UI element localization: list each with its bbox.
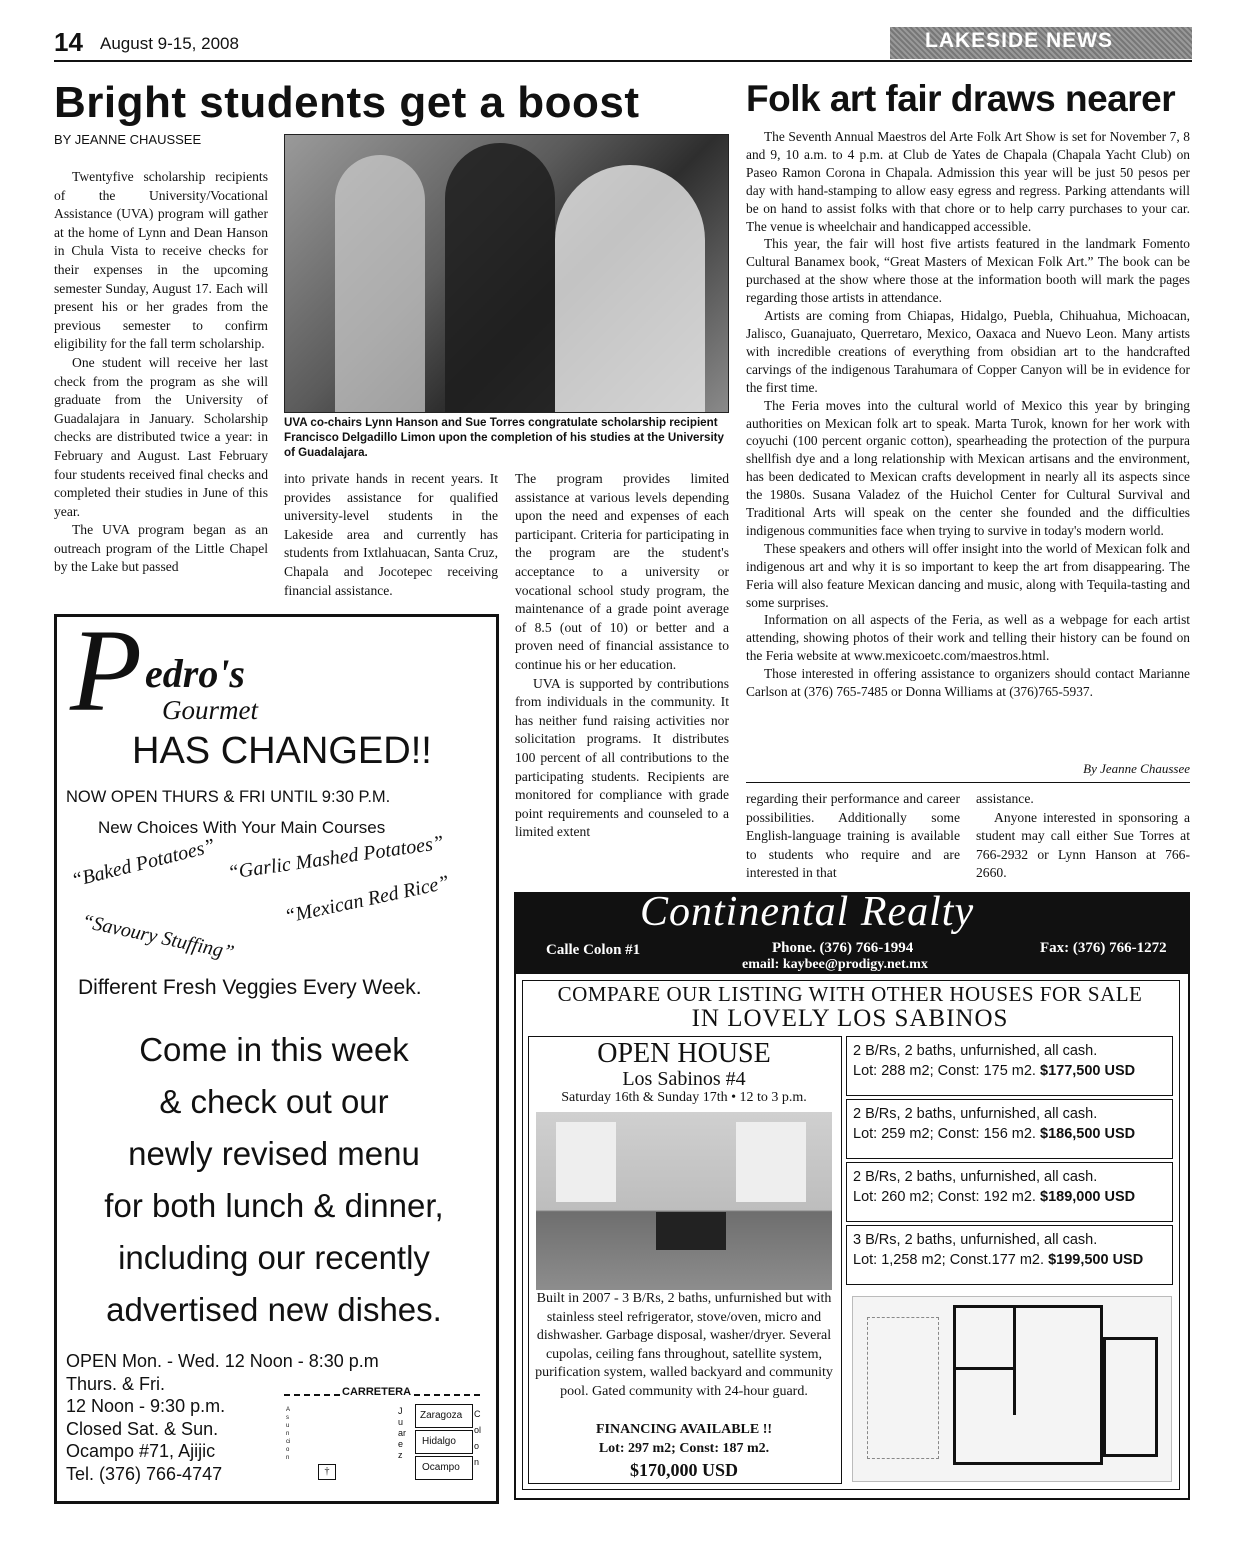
plan-wall bbox=[1103, 1337, 1158, 1457]
schedule-line: Closed Sat. & Sun. bbox=[66, 1418, 219, 1439]
realty-fax: Fax: (376) 766-1272 bbox=[1040, 940, 1167, 956]
paragraph: This year, the fair will host five artists featured in the landmark Fomento Cultural Banamex book, “Great Masters of Mexican Folk Art.” The book can be purchased at the show where those at the information booth will mark the pages regarding those artists in attendance. bbox=[746, 236, 1190, 306]
pedros-hours-line: NOW OPEN THURS & FRI UNTIL 9:30 P.M. bbox=[66, 788, 391, 806]
listing-line2 bbox=[853, 1124, 1172, 1144]
listing-line2 bbox=[853, 1250, 1172, 1270]
article1-headline: Bright students get a boost bbox=[54, 78, 640, 127]
map-block bbox=[415, 1456, 473, 1480]
pedros-name: edro's bbox=[145, 651, 245, 696]
map-juarez: Juarez bbox=[398, 1406, 407, 1460]
paragraph: The program provides limited assistance at various levels depending upon the need and expenses of each participant. Criteria for participating in the program are the student's acceptance to a university or vocational school study program, the maintenance of a grade point average of 8.5 (out of 10) or better and a proven need of financial assistance to continue his or her education. bbox=[515, 471, 729, 672]
paragraph: The Feria moves into the cultural world of Mexico this year by bringing authorities on Mexican folk art to speak. Marta Turok, known for her work with coyuchi (100 percent organic cotton), spearheading the protection of the purpura shellfish dye and a long relationship with Mexican artisans and the environment, has been dedicated to Mexican crafts development in nearly all its aspects since the 1980s. Susana Valadez of the Huichol Center for Cultural Survival and Traditional Arts will speak on the center she founded and the difficulties indigenous communities face when trying to survive in today's modern world. bbox=[746, 397, 1190, 538]
realty-phone: Phone. (376) 766-1994 bbox=[772, 940, 914, 956]
schedule-line: 12 Noon - 9:30 p.m. bbox=[66, 1396, 226, 1416]
pedros-choices: New Choices With Your Main Courses bbox=[98, 818, 386, 837]
menu-item: “Savoury Stuffing” bbox=[79, 910, 237, 965]
map-road-label: CARRETERA bbox=[342, 1386, 412, 1398]
compare-line2: IN LOVELY LOS SABINOS bbox=[691, 1005, 1009, 1032]
paragraph: Artists are coming from Chiapas, Hidalgo, Puebla, Chihuahua, Michoacan, Jalisco, Guanajuato, Querretaro, Mexico, Oaxaca and Nuevo Leon. Many artists with incredible creations of everything from obsidian art to the handcrafted carvings of the indigenous Tarahumara of Copper Canyon will be in evidence for the first time. bbox=[746, 308, 1190, 395]
listing-line1: 2 B/Rs, 2 baths, unfurnished, all cash. bbox=[853, 1169, 1098, 1185]
issue-date: August 9-15, 2008 bbox=[100, 34, 239, 53]
pedros-gourmet: Gourmet bbox=[162, 695, 258, 725]
house-photo bbox=[536, 1112, 832, 1290]
listing-item bbox=[846, 1162, 1173, 1222]
listing-item bbox=[846, 1036, 1173, 1096]
map-street: Ocampo bbox=[422, 1462, 460, 1473]
scholarship-photo bbox=[284, 134, 729, 413]
realty-address: Calle Colon #1 bbox=[546, 942, 641, 958]
page-number: 14 bbox=[54, 27, 83, 57]
listing-lot: Lot: 1,258 m2; Const.177 m2. bbox=[853, 1252, 1045, 1268]
listing-lot: Lot: 259 m2; Const: 156 m2. bbox=[853, 1126, 1036, 1142]
promo-line: newly revised menu bbox=[128, 1135, 420, 1172]
article2-body bbox=[746, 128, 1190, 701]
paragraph: into private hands in recent years. It provides assistance for qualified university-level students in the Lakeside area and currently has students from Ixtlahuacan, Santa Cruz, Chapala and Jocotepec receiving financial assistance. bbox=[284, 471, 498, 598]
listing-line1: 3 B/Rs, 2 baths, unfurnished, all cash. bbox=[853, 1232, 1098, 1248]
listing-item bbox=[846, 1225, 1173, 1285]
compare-line1: COMPARE OUR LISTING WITH OTHER HOUSES FOR SALE bbox=[557, 982, 1143, 1006]
menu-item: “Garlic Mashed Potatoes” bbox=[226, 831, 446, 884]
paragraph: These speakers and others will offer insight into the world of Mexican folk and indigenous art and why it is so important to keep the art from disappearing. The Feria will also feature Mexican dancing and music, along with Tequila-tasting and some surprises. bbox=[746, 540, 1190, 610]
floor-plan bbox=[852, 1296, 1172, 1482]
article1-col2 bbox=[284, 470, 498, 600]
promo-line: Come in this week bbox=[139, 1031, 409, 1068]
article1-col1 bbox=[54, 168, 268, 577]
plan-wall bbox=[1013, 1305, 1016, 1415]
article2-rule bbox=[746, 782, 1190, 783]
listing-line2 bbox=[853, 1061, 1172, 1081]
pedros-promo bbox=[60, 1024, 488, 1336]
plan-parking bbox=[867, 1317, 939, 1459]
article1-col5 bbox=[976, 790, 1190, 883]
promo-line: including our recently bbox=[118, 1239, 430, 1276]
listing-line1: 2 B/Rs, 2 baths, unfurnished, all cash. bbox=[853, 1043, 1098, 1059]
window-shape bbox=[736, 1122, 806, 1202]
house-description: Built in 2007 - 3 B/Rs, 2 baths, unfurnished but with stainless steel refrigerator, stove/oven, micro and dishwasher. Garbage disposal, washer/dryer. Several cupolas, ceiling fans throughout, satellite system, purification system, walled backyard and community pool. Gated community with 24-hour guard. bbox=[535, 1291, 833, 1399]
listing-price: $189,000 USD bbox=[1040, 1189, 1136, 1205]
promo-line: & check out our bbox=[159, 1083, 389, 1120]
listing-lot: Lot: 288 m2; Const: 175 m2. bbox=[853, 1063, 1036, 1079]
paragraph: Twentyfive scholarship recipients of the University/Vocational Assistance (UVA) program will gather at the home of Lynn and Dean Hanson in Chula Vista to receive checks for their expenses in the upcoming semester Sunday, August 17. Each will present his or her grades from the previous semester to confirm eligibility for the fall term scholarship. bbox=[54, 169, 268, 352]
map-street: Hidalgo bbox=[422, 1436, 456, 1447]
house-price: $170,000 USD bbox=[629, 1460, 738, 1480]
financing: FINANCING AVAILABLE !! bbox=[595, 1422, 773, 1437]
map-street: Zaragoza bbox=[420, 1410, 463, 1421]
pedros-veggies: Different Fresh Veggies Every Week. bbox=[78, 976, 422, 999]
photo-figure bbox=[445, 143, 555, 412]
plan-wall bbox=[953, 1367, 1013, 1370]
article1-col4 bbox=[746, 790, 960, 883]
schedule-line: Thurs. & Fri. bbox=[66, 1373, 166, 1394]
sofa-shape bbox=[656, 1212, 726, 1250]
listing-price: $199,500 USD bbox=[1048, 1252, 1144, 1268]
photo-caption: UVA co-chairs Lynn Hanson and Sue Torres congratulate scholarship recipient Francisco Delgadillo Limon upon the completion of his studies at the University of Guadalajara. bbox=[284, 416, 724, 459]
article2-headline: Folk art fair draws nearer bbox=[746, 78, 1176, 119]
promo-line: advertised new dishes. bbox=[106, 1291, 442, 1328]
pedros-changed: HAS CHANGED!! bbox=[132, 730, 432, 772]
article1-col3 bbox=[515, 470, 729, 842]
listing-price: $186,500 USD bbox=[1040, 1126, 1136, 1142]
map-block bbox=[415, 1404, 473, 1428]
paragraph: regarding their performance and career possibilities. Additionally some English-language training is available to students who require and are interested in that bbox=[746, 791, 960, 881]
listing-price: $177,500 USD bbox=[1040, 1063, 1136, 1079]
paragraph: Those interested in offering assistance to organizers should contact Marianne Carlson at (376) 765-7485 or Donna Williams at (376)765-5937. bbox=[746, 666, 1190, 700]
listing-line1: 2 B/Rs, 2 baths, unfurnished, all cash. bbox=[853, 1106, 1098, 1122]
section-title: LAKESIDE NEWS bbox=[925, 29, 1114, 52]
schedule-line: Tel. (376) 766-4747 bbox=[66, 1463, 223, 1484]
schedule-line: Ocampo #71, Ajijic bbox=[66, 1441, 216, 1461]
paragraph: The UVA program began as an outreach program of the Little Chapel by the Lake but passed bbox=[54, 522, 268, 575]
open-house-title: OPEN HOUSE bbox=[597, 1038, 771, 1069]
paragraph: assistance. bbox=[976, 791, 1034, 806]
open-house-when: Saturday 16th & Sunday 17th • 12 to 3 p.m. bbox=[561, 1090, 807, 1105]
menu-item: “Mexican Red Rice” bbox=[282, 871, 452, 928]
schedule-line: OPEN Mon. - Wed. 12 Noon - 8:30 p.m bbox=[66, 1351, 379, 1371]
map-colon: Colon bbox=[474, 1409, 482, 1467]
photo-figure bbox=[335, 155, 425, 412]
paragraph: UVA is supported by contributions from individuals in the community. It has neither fund raising activities nor solicitation programs. It distributes 100 percent of all contributions to the participating students. Recipients are monitored for compliance with grade point requirements and counseled to a limited extent bbox=[515, 675, 729, 840]
paragraph: Information on all aspects of the Feria, as well as a webpage for each artist attending, showing photos of their work and telling their history can be found on the Feria website at www.mexicoetc.com/maestros.html. bbox=[746, 612, 1190, 664]
listing-lot: Lot: 260 m2; Const: 192 m2. bbox=[853, 1189, 1036, 1205]
paragraph: Anyone interested in sponsoring a student may call either Sue Torres at 766-2932 or Lynn Hanson at 766-2660. bbox=[976, 809, 1190, 881]
listing-line2 bbox=[853, 1187, 1172, 1207]
open-house-location: Los Sabinos #4 bbox=[622, 1068, 746, 1090]
photo-figure bbox=[555, 165, 705, 412]
location-map bbox=[280, 1386, 485, 1486]
realty-name: Continental Realty bbox=[640, 889, 975, 935]
header-rule bbox=[54, 60, 1192, 62]
realty-email: email: kaybee@prodigy.net.mx bbox=[742, 957, 928, 972]
listing-item bbox=[846, 1099, 1173, 1159]
pedros-initial: P bbox=[70, 605, 143, 736]
article2-signature: By Jeanne Chaussee bbox=[1083, 761, 1190, 776]
menu-item: “Baked Potatoes” bbox=[69, 834, 218, 892]
map-block bbox=[415, 1430, 473, 1454]
plan-wall bbox=[953, 1305, 1103, 1465]
house-lot: Lot: 297 m2; Const: 187 m2. bbox=[598, 1441, 770, 1456]
paragraph: The Seventh Annual Maestros del Arte Folk Art Show is set for November 7, 8 and 9, 10 a.m. to 4 p.m. at Club de Yates de Chapala (Chapala Yacht Club) on Paseo Ramon Corona in Chapala. Admission this year will be just 50 pesos per day with hand-stamping to allow easy egress and regress. Parking attendants will be on hand to assist folks with that chore or to help carry purchases to your car. The venue is wheelchair and handicapped accessible. bbox=[746, 129, 1190, 234]
promo-line: for both lunch & dinner, bbox=[104, 1187, 444, 1224]
map-marker-icon: † bbox=[318, 1464, 336, 1480]
paragraph: One student will receive her last check from the program as she will graduate from the University of Guadalajara in January. Scholarship checks are distributed twice a year: in February and August. Last February four students received final checks and completed their studies in June of this year. bbox=[54, 354, 268, 519]
map-asuncion: Asuncion bbox=[286, 1407, 291, 1461]
article1-byline: BY JEANNE CHAUSSEE bbox=[54, 132, 202, 147]
window-shape bbox=[556, 1122, 616, 1202]
